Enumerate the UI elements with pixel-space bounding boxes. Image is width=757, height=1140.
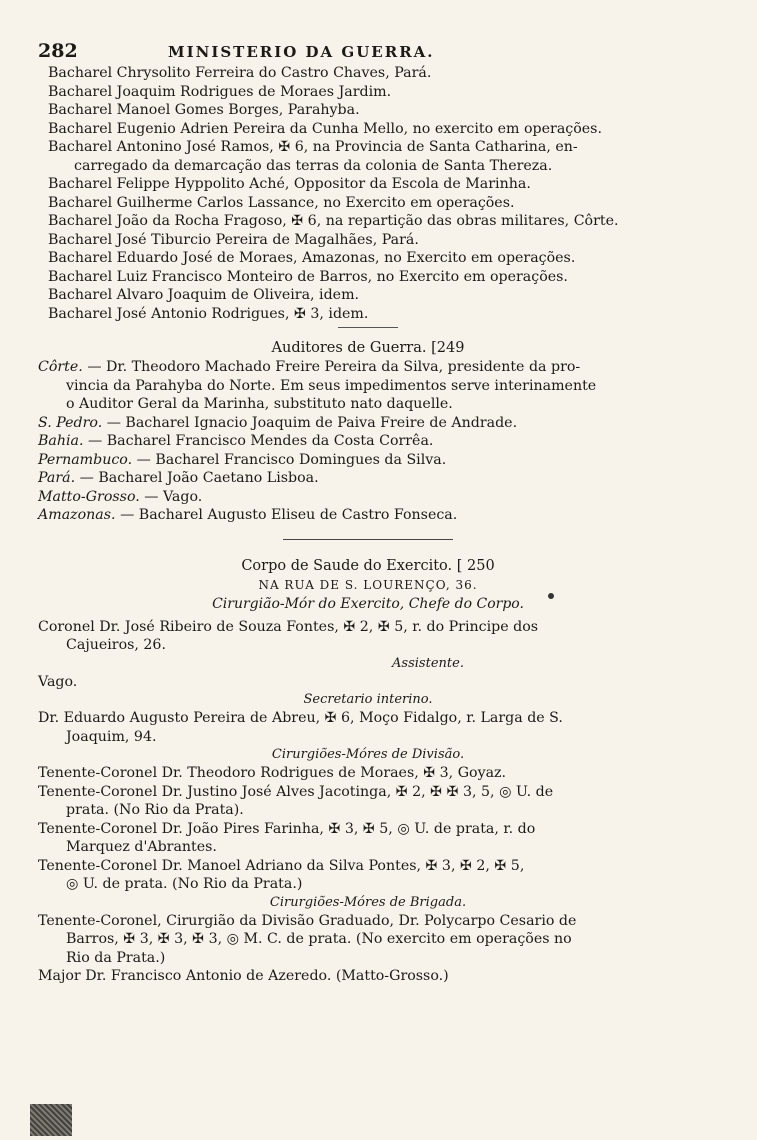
subheading-divisao: Cirurgiões-Móres de Divisão.	[271, 747, 465, 762]
entry-text: — Bacharel Francisco Domingues da Silva.	[132, 451, 447, 468]
entry-text: — Bacharel João Caetano Lisboa.	[75, 470, 319, 486]
list-item: Tenente-Coronel Dr. João Pires Farinha, ✠ 3, ✠ 5, ◎ U. de prata, r. do	[38, 820, 536, 837]
list-item-continuation: Barros, ✠ 3, ✠ 3, ✠ 3, ◎ M. C. de prata. (No exercito em operações no	[66, 931, 572, 947]
subheading-assistente: Assistente.	[392, 655, 464, 671]
place-name: Bahia.	[38, 433, 84, 449]
list-item-continuation: Marquez d'Abrantes.	[66, 839, 217, 855]
list-item: Tenente-Coronel Dr. Theodoro Rodrigues de Moraes, ✠ 3, Goyaz.	[38, 765, 507, 781]
page-number: 282	[38, 40, 78, 62]
entry-text: — Bacharel Francisco Mendes da Costa Corrêa.	[83, 433, 434, 449]
divisao-list	[38, 764, 698, 894]
list-item: Coronel Dr. José Ribeiro de Souza Fontes, ✠ 2, ✠ 5, r. do Principe dos	[38, 618, 539, 635]
list-item-continuation: vincia da Parahyba do Norte. Em seus impedimentos serve interinamente	[66, 377, 597, 394]
subheading-secretario: Secretario interino.	[303, 692, 433, 707]
section-title-corpo-saude: Corpo de Saude do Exercito. [ 250	[241, 557, 495, 574]
place-name: S. Pedro.	[38, 414, 103, 431]
list-item: Major Dr. Francisco Antonio de Azeredo. (Matto-Grosso.)	[38, 968, 449, 984]
list-item: Tenente-Coronel Dr. Manoel Adriano da Silva Pontes, ✠ 3, ✠ 2, ✠ 5,	[38, 857, 525, 874]
place-name: Amazonas.	[38, 507, 116, 523]
list-item: Bacharel Manoel Gomes Borges, Parahyba.	[48, 102, 360, 118]
ink-blot	[548, 593, 554, 599]
place-name: Côrte.	[38, 359, 83, 375]
list-item: Bacharel Guilherme Carlos Lassance, no Exercito em operações.	[48, 194, 515, 211]
list-item: Bacharel Joaquim Rodrigues de Moraes Jardim.	[48, 83, 392, 100]
list-item-continuation: carregado da demarcação das terras da colonia de Santa Thereza.	[74, 157, 553, 174]
list-item-continuation: Rio da Prata.)	[66, 949, 166, 966]
list-item-continuation: ◎ U. de prata. (No Rio da Prata.)	[66, 876, 303, 892]
list-item: Dr. Eduardo Augusto Pereira de Abreu, ✠ 6, Moço Fidalgo, r. Larga de S.	[38, 710, 563, 726]
entry-text: — Bacharel Ignacio Joaquim de Paiva Freire de Andrade.	[102, 414, 518, 431]
entry-text: — Vago.	[139, 488, 203, 505]
list-item: Tenente-Coronel Dr. Justino José Alves Jacotinga, ✠ 2, ✠ ✠ 3, 5, ◎ U. de	[38, 783, 554, 800]
list-item: Tenente-Coronel, Cirurgião da Divisão Graduado, Dr. Polycarpo Cesario de	[38, 912, 577, 929]
list-item-continuation: Cajueiros, 26.	[66, 637, 166, 653]
list-item: Bacharel Alvaro Joaquim de Oliveira, idem.	[48, 287, 360, 303]
section-address: NA RUA DE S. LOURENÇO, 36.	[258, 577, 478, 592]
list-item: Bacharel Eugenio Adrien Pereira da Cunha Mello, no exercito em operações.	[48, 120, 602, 137]
place-name: Pará.	[38, 470, 76, 486]
document-page	[38, 40, 698, 986]
list-item	[38, 432, 698, 451]
list-item	[38, 451, 698, 470]
list-item: Bacharel Antonino José Ramos, ✠ 6, na Provincia de Santa Catharina, en-	[48, 139, 578, 155]
bachareis-list	[38, 64, 698, 323]
section-divider	[338, 327, 398, 328]
list-item	[38, 414, 698, 433]
page-header	[38, 40, 698, 62]
section-divider	[283, 539, 453, 540]
auditores-list	[38, 358, 698, 525]
entry-text: — Dr. Theodoro Machado Freire Pereira da Silva, presidente da pro-	[87, 359, 581, 375]
list-item	[38, 469, 698, 488]
subheading-brigada: Cirurgiões-Móres de Brigada.	[269, 894, 467, 910]
subheading-chefe: Cirurgião-Mór do Exercito, Chefe do Corpo.	[212, 595, 524, 612]
list-item: Bacharel Felippe Hyppolito Aché, Oppositor da Escola de Marinha.	[48, 176, 531, 192]
entry-text: — Bacharel Augusto Eliseu de Castro Fonseca.	[115, 507, 458, 523]
list-item-continuation: Joaquim, 94.	[66, 728, 157, 745]
list-item: Bacharel José Antonio Rodrigues, ✠ 3, idem.	[48, 305, 369, 322]
list-item	[38, 488, 698, 507]
list-item: Bacharel Luiz Francisco Monteiro de Barros, no Exercito em operações.	[48, 268, 568, 285]
list-item: Bacharel José Tiburcio Pereira de Magalhães, Pará.	[48, 231, 419, 248]
list-item	[38, 506, 698, 525]
place-name: Pernambuco.	[38, 451, 133, 468]
list-item: Bacharel João da Rocha Fragoso, ✠ 6, na repartição das obras militares, Côrte.	[48, 213, 619, 229]
brigada-list	[38, 912, 698, 986]
running-title: MINISTERIO DA GUERRA.	[168, 43, 435, 61]
list-item	[38, 358, 698, 377]
list-item-continuation: o Auditor Geral da Marinha, substituto nato daquelle.	[66, 396, 453, 412]
list-item: Vago.	[38, 673, 78, 690]
list-item-continuation: prata. (No Rio da Prata).	[66, 802, 244, 818]
place-name: Matto-Grosso.	[38, 488, 140, 505]
list-item: Bacharel Eduardo José de Moraes, Amazonas, no Exercito em operações.	[48, 250, 576, 266]
library-stamp	[30, 1104, 72, 1136]
list-item: Bacharel Chrysolito Ferreira do Castro Chaves, Pará.	[48, 65, 432, 81]
section-title-auditores: Auditores de Guerra. [249	[271, 340, 465, 356]
